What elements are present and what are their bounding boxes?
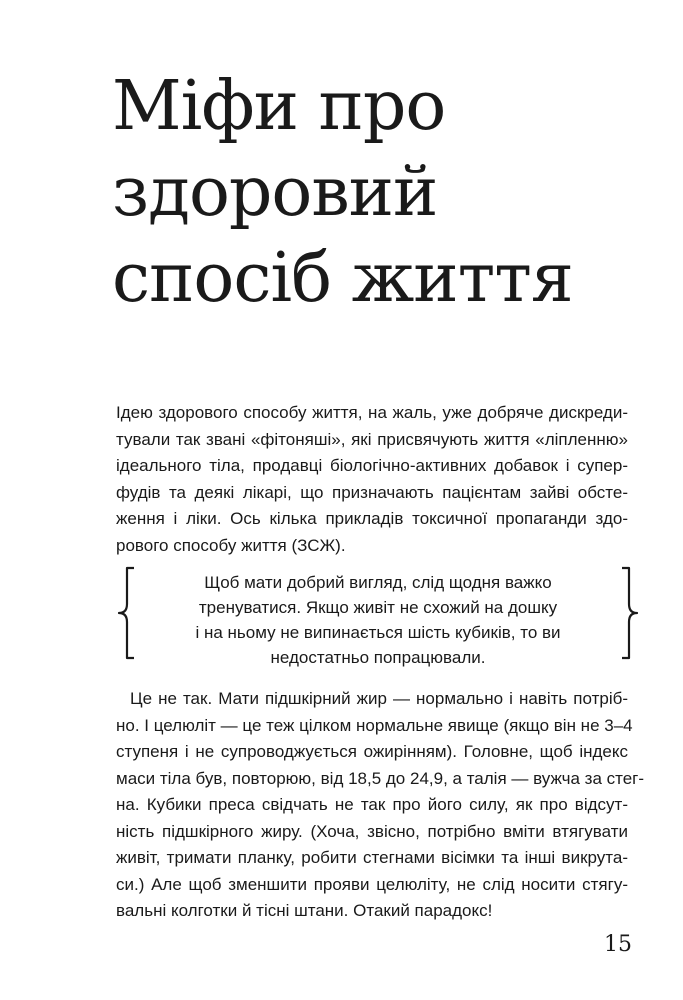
text-line: Ідею здорового способу життя, на жаль, уже добряче дискреди- (116, 403, 628, 422)
text-line: Це не так. Мати підшкірний жир — нормально і навіть потріб- (130, 689, 628, 708)
text-line: фудів та деякі лікарі, що призначають пацієнтам зайві обсте- (116, 482, 628, 502)
right-brace-icon (618, 566, 640, 660)
page-number: 15 (604, 932, 632, 957)
text-line: на. Кубики преса свідчать не так про його силу, як про відсут- (116, 795, 628, 814)
text-line: вальні колготки й тісні штани. Отакий парадокс! (116, 901, 493, 920)
myth-callout (116, 566, 640, 667)
text-line: Щоб мати добрий вигляд, слід щодня важко (204, 573, 552, 592)
text-line: ступеня і не супроводжується ожирінням). Головне, щоб індекс (116, 742, 628, 761)
text-line: тренуватися. Якщо живіт не схожий на дошку (198, 598, 558, 617)
chapter-title (112, 64, 672, 322)
intro-paragraph (116, 400, 628, 559)
title-line: спосіб життя (112, 239, 573, 318)
text-line: но. І целюліт — це теж цілком нормальне явище (якщо він не 3–4 (116, 715, 633, 735)
title-line: здоровий (112, 153, 438, 232)
text-line: ність підшкірного жиру. (Хоча, звісно, потрібно вміти втягувати (116, 821, 628, 841)
text-line: живіт, тримати планку, робити стегнами вісімки та інші викрута- (116, 848, 628, 867)
title-line: Міфи про (112, 67, 446, 146)
text-line: си.) Але щоб зменшити прояви целюліту, не слід носити стягу- (116, 874, 628, 894)
text-line: рового способу життя (ЗСЖ). (116, 535, 346, 555)
text-line: ідеального тіла, продавці біологічно-активних добавок і супер- (116, 456, 628, 475)
rebuttal-paragraph (116, 686, 645, 925)
myth-statement (154, 570, 602, 670)
text-line: тували так звані «фітоняші», які присвячують життя «ліпленню» (116, 429, 628, 449)
left-brace-icon (116, 566, 138, 660)
text-line: маси тіла був, повторюю, від 18,5 до 24,9, а талія — вужча за стег- (116, 768, 645, 788)
text-line: і на ньому не випинається шість кубиків, то ви (195, 623, 561, 642)
text-line: ження і ліки. Ось кілька прикладів токсичної пропаганди здо- (116, 509, 628, 528)
text-line: недостатньо попрацювали. (270, 648, 486, 667)
